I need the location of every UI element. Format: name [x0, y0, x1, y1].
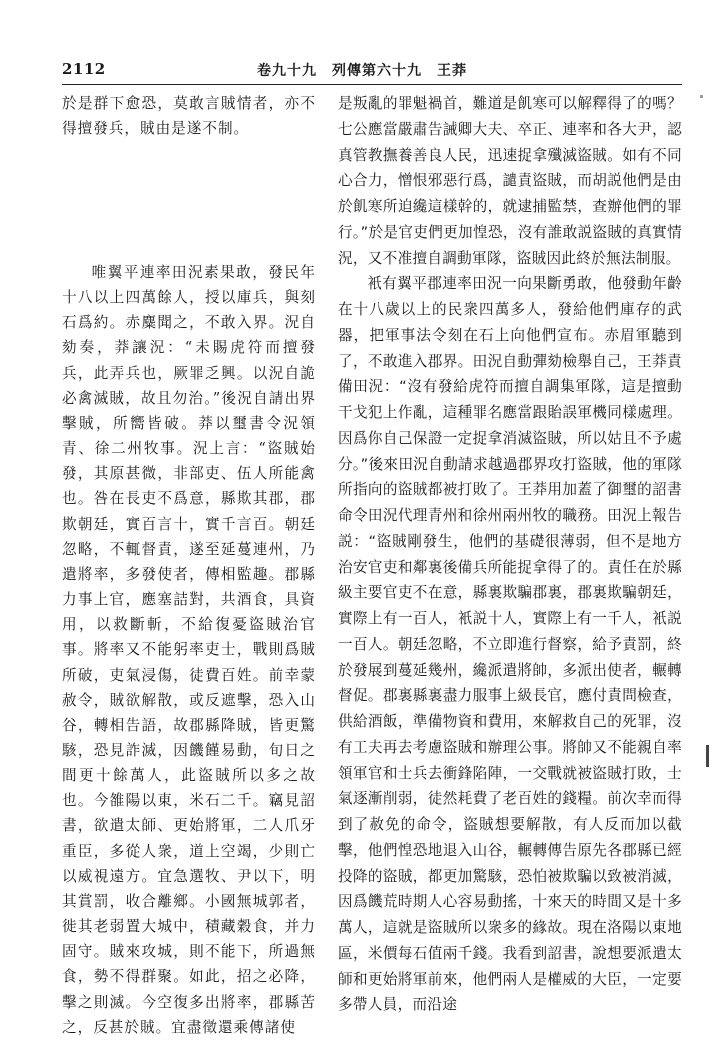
running-head: 卷九十九 列傳第六十九 王莽 [257, 63, 467, 79]
classical-text-body: 唯翼平連率田況素果敢，發民年十八以上四萬餘人，授以庫兵，與刻石爲約。赤麋聞之，不敢入界。況自劾奏，莽讓況：“未賜虎符而擅發兵，此弄兵也，厥罪乏興。以況自詭必禽滅賊，故且勿治。”後況自請出界擊賊，所嚮皆破。莽以璽書令況領青、徐二州牧事。況上言：“盜賊始發，其原甚微，非部吏、伍人所能禽也。咎在長吏不爲意，縣欺其郡，郡欺朝廷，實百言十，實千言百。朝廷忽略，不輒督責，遂至延蔓連州，乃遣將率，多發使者，傳相監趣。郡縣力事上官，應塞詰對，共酒食，具資用，以救斷斬，不給復憂盜賊治官事。將率又不能躬率吏士，戰則爲賊所破，吏氣浸傷，徒費百姓。前幸蒙赦令，賊欲解散，或反遮擊，恐入山谷，轉相告語，故郡縣降賊，皆更驚駭，恐見詐滅，因饑饉易動，旬日之間更十餘萬人，此盜賊所以多之故也。今雒陽以東，米石二千。竊見詔書，欲遣太師、更始將軍，二人爪牙重臣，多從人衆，道上空竭，少則亡以威視遠方。宜急選牧、尹以下，明其賞罰，收合離鄉。小國無城郭者，徙其老弱置大城中，積藏穀食，并力固守。賊來攻城，則不能下，所過無食，勢不得群聚。如此，招之必降，擊之則滅。今空復多出將率，郡縣苦之，反甚於賊。宜盡徵還乘傳諸使 [62, 264, 316, 1036]
header-rule [62, 84, 682, 85]
binding-mark-top [700, 95, 703, 98]
translation-paragraph-1: 是叛亂的罪魁禍首，難道是飢寒可以解釋得了的嗎？七公應當嚴肅告誡卿大夫、卒正、連率和各大尹，認真管教撫養善良人民，迅速捉拿殲滅盜賊。如有不同心合力，憎恨邪惡行爲，譴責盜賊，而胡説他們是由於飢寒所迫纔這樣幹的，就逮捕監禁，查辦他們的罪行。”於是官吏們更加惶恐，沒有誰敢説盜賊的真實情況，又不准擅自調動軍隊，盜賊因此終於無法制服。 [338, 95, 682, 267]
classical-text-paragraph [62, 260, 316, 1040]
translation-paragraph-2: 衹有翼平郡連率田況一向果斷勇敢，他發動年齡在十八歲以上的民衆四萬多人，發給他們庫存的武器，把軍事法令刻在石上向他們宣布。赤眉軍聽到了，不敢進入郡界。田況自動彈劾檢舉自己，王莽責備田況：“沒有發給虎符而擅自調集軍隊，這是擅動干戈犯上作亂，這種罪名應當跟貽誤軍機同樣處理。因爲你自己保證一定捉拿消滅盜賊，所以姑且不予處分。”後來田況自動請求越過郡界攻打盜賊，他的軍隊所指向的盜賊都被打敗了。王莽用加蓋了御璽的詔書命令田況代理青州和徐州兩州牧的職務。田況上報告説：“盜賊剛發生，他們的基礎很薄弱，但不是地方治安官吏和鄰裏後備兵所能捉拿得了的。責任在於縣級主要官吏不在意，縣裏欺騙郡裏，郡裏欺騙朝廷，實際上有一百人，衹説十人，實際上有一千人，衹説一百人。朝廷忽略，不立即進行督察，給予責罰，終於發展到蔓延幾州，纔派遣將帥，多派出使者，輾轉督促。郡裏縣裏盡力服事上級長官，應付責問檢查，供給酒飯，準備物資和費用，來解救自己的死罪，沒有工夫再去考慮盜賊和辦理公事。將帥又不能親自率領軍官和士兵去衝鋒陷陣，一交戰就被盜賊打敗，士氣逐漸削弱，徒然耗費了老百姓的錢糧。前次幸而得到了赦免的命令，盜賊想要解散，有人反而加以截擊，他們惶恐地退入山谷，輾轉傳告原先各郡縣已經投降的盜賊，都更加驚駭，恐怕被欺騙以致被消滅，因爲饑荒時期人心容易動搖，十來天的時間又是十多萬人，這就是盜賊所以衆多的緣故。現在洛陽以東地區，米價每石值兩千錢。我看到詔書，說想要派遣太師和更始將軍前來，他們兩人是權威的大臣，一定要多帶人員，而沿途 [338, 275, 682, 1014]
classical-text-continuation: 於是群下愈恐，莫敢言賊情者，亦不得擅發兵，賊由是遂不制。 [62, 95, 316, 138]
page-header [62, 60, 682, 82]
translation-column [338, 91, 682, 1018]
binding-mark-bottom [706, 745, 709, 767]
page-number: 2112 [62, 60, 106, 78]
